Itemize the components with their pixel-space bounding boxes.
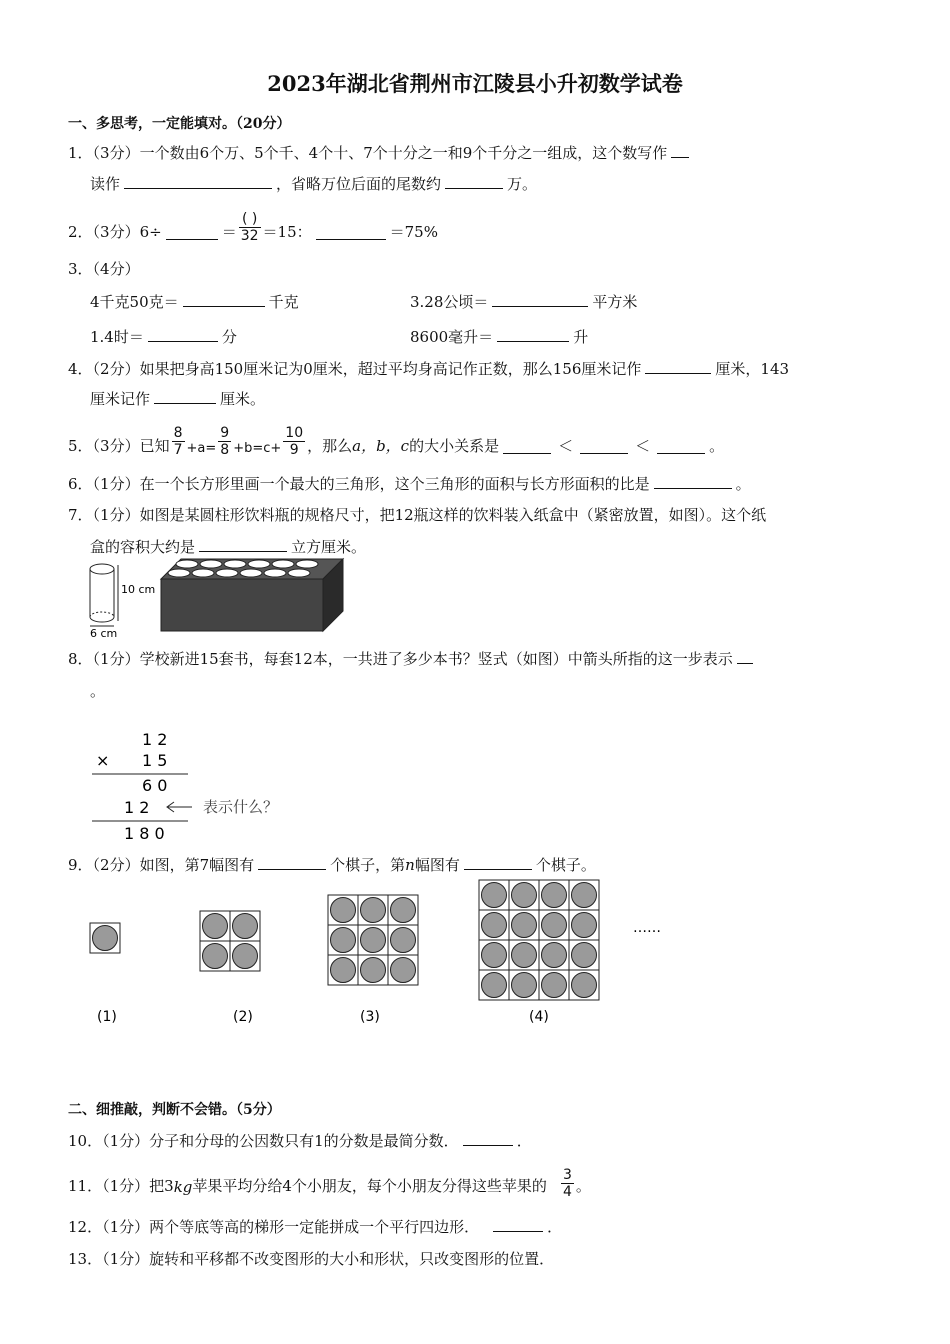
- question-7-line-1: 7．（1分）如图是某圆柱形饮料瓶的规格尺寸，把12瓶这样的饮料装入纸盒中（紧密放置，如图）。这个纸: [68, 506, 767, 524]
- chess-piece-icon: [361, 898, 386, 923]
- fraction: $\frac{10}{9}$: [285, 425, 304, 458]
- chess-pattern-figure: [85, 878, 685, 1030]
- chess-piece-icon: [233, 914, 258, 939]
- answer-blank[interactable]: [148, 327, 218, 342]
- answer-blank[interactable]: [497, 327, 569, 342]
- chess-piece-icon: [331, 898, 356, 923]
- question-8-line-1: 8．（1分）学校新进15套书，每套12本，一共进了多少本书？竖式（如图）中箭头所指的这一步表示: [68, 648, 757, 669]
- figure-label-3: (3): [360, 1009, 380, 1025]
- question-6: 6．（1分）在一个长方形里画一个最大的三角形，这个三角形的面积与长方形面积的比是 。: [68, 475, 751, 493]
- figure-label-4: (4): [529, 1009, 549, 1025]
- question-9: 9．（2分）如图，第7幅图有 个棋子，第n幅图有 个棋子。: [68, 856, 596, 874]
- question-3-item-1: 4千克50克＝ 千克: [90, 293, 299, 311]
- question-3-heading: 3．（4分）: [68, 260, 140, 278]
- pattern-1: [90, 923, 120, 953]
- chess-piece-icon: [572, 883, 597, 908]
- fraction: $\frac{8}{7}$: [173, 425, 183, 458]
- answer-blank[interactable]: [671, 143, 689, 158]
- fraction: $\frac{9}{8}$: [220, 425, 230, 458]
- question-1-line-2: 读作 ，省略万位后面的尾数约 万。: [90, 175, 538, 193]
- answer-blank[interactable]: [580, 439, 628, 454]
- answer-blank[interactable]: [657, 439, 705, 454]
- chess-piece-icon: [203, 944, 228, 969]
- fraction: $\frac{( )}{32}$: [240, 211, 259, 244]
- answer-blank[interactable]: [737, 649, 753, 664]
- chess-piece-icon: [542, 943, 567, 968]
- chess-piece-icon: [391, 898, 416, 923]
- chess-piece-icon: [542, 883, 567, 908]
- answer-blank[interactable]: [316, 225, 386, 240]
- answer-blank[interactable]: [492, 292, 588, 307]
- diameter-label: 6 cm: [90, 627, 118, 640]
- figure-label-2: (2): [233, 1009, 253, 1025]
- chess-piece-icon: [572, 973, 597, 998]
- multiplicand: 1 2: [142, 730, 168, 749]
- question-3-item-3: 1.4时＝ 分: [90, 328, 237, 346]
- cylinder-bottle-icon: [90, 564, 114, 622]
- chess-piece-icon: [512, 943, 537, 968]
- answer-blank[interactable]: [124, 174, 272, 189]
- question-11: 11．（1分）把3 kg 苹果平均分给4个小朋友，每个小朋友分得这些苹果的 $\frac{3}{4}$ 。: [68, 1167, 591, 1200]
- section-2-heading: 二、细推敲，判断不会错。（5分）: [68, 1102, 281, 1118]
- answer-blank[interactable]: [183, 292, 265, 307]
- partial-product-2: 1 2: [124, 798, 150, 817]
- chess-piece-icon: [542, 973, 567, 998]
- chess-piece-icon: [572, 913, 597, 938]
- question-1-line-1: 1．（3分）一个数由6个万、5个千、4个十、7个十分之一和9个千分之一组成，这个数写作: [68, 142, 693, 163]
- answer-blank[interactable]: [654, 474, 732, 489]
- chess-piece-icon: [391, 958, 416, 983]
- question-3-item-4: 8600毫升＝ 升: [410, 328, 589, 346]
- times-sign: ×: [96, 751, 110, 770]
- section-1-heading: 一、多思考，一定能填对。（20分）: [68, 116, 291, 132]
- arrow-note: 表示什么？: [203, 798, 279, 816]
- chess-piece-icon: [542, 913, 567, 938]
- answer-blank[interactable]: [258, 855, 326, 870]
- question-8-line-2: 。: [90, 682, 106, 700]
- chess-piece-icon: [203, 914, 228, 939]
- page-title: 2023年湖北省荆州市江陵县小升初数学试卷: [267, 71, 683, 96]
- partial-product-1: 6 0: [142, 776, 168, 795]
- pattern-2: [200, 911, 260, 971]
- chess-piece-icon: [93, 926, 118, 951]
- answer-blank[interactable]: [645, 359, 711, 374]
- chess-piece-icon: [361, 928, 386, 953]
- question-5: 5．（3分）已知 $\frac{8}{7}$ +a= $\frac{9}{8}$ +b=c+ $\frac{10}{9}$ ，那么 a，b，c 的大小关系是 ＜ ＜ 。: [68, 425, 725, 458]
- question-2: 2．（3分）6÷ ＝ $\frac{( )}{32}$ ＝15： ＝75%: [68, 211, 438, 244]
- answer-blank[interactable]: [154, 389, 216, 404]
- chess-piece-icon: [482, 973, 507, 998]
- chess-piece-icon: [512, 913, 537, 938]
- chess-piece-icon: [391, 928, 416, 953]
- question-7-line-2: 盒的容积大约是 立方厘米。: [90, 538, 367, 556]
- chess-piece-icon: [482, 883, 507, 908]
- vertical-multiplication-figure: [88, 728, 318, 846]
- chess-piece-icon: [482, 943, 507, 968]
- chess-piece-icon: [361, 958, 386, 983]
- question-4-line-2: 厘米记作 厘米。: [90, 390, 266, 408]
- question-12: 12．（1分）两个等底等高的梯形一定能拼成一个平行四边形． ．: [68, 1218, 563, 1236]
- final-product: 1 8 0: [124, 824, 165, 843]
- question-4-line-1: 4．（2分）如果把身高150厘米记为0厘米，超过平均身高记作正数，那么156厘米记作 厘米，143: [68, 360, 790, 378]
- chess-piece-icon: [512, 883, 537, 908]
- question-10: 10．（1分）分子和分母的公因数只有1的分数是最简分数． ．: [68, 1132, 532, 1150]
- figure-label-1: (1): [97, 1009, 117, 1025]
- answer-blank[interactable]: [493, 1217, 543, 1232]
- chess-piece-icon: [572, 943, 597, 968]
- answer-blank[interactable]: [166, 225, 218, 240]
- answer-blank[interactable]: [463, 1131, 513, 1146]
- question-13: 13．（1分）旋转和平移都不改变图形的大小和形状，只改变图形的位置．: [68, 1250, 555, 1268]
- ellipsis: ……: [633, 920, 661, 936]
- answer-blank[interactable]: [199, 537, 287, 552]
- fraction: $\frac{3}{4}$: [562, 1167, 572, 1200]
- height-label: 10 cm: [121, 583, 156, 596]
- chess-piece-icon: [512, 973, 537, 998]
- chess-piece-icon: [233, 944, 258, 969]
- question-3-item-2: 3.28公顷＝ 平方米: [410, 293, 638, 311]
- answer-blank[interactable]: [464, 855, 532, 870]
- chess-piece-icon: [331, 928, 356, 953]
- bottle-and-box-figure: [85, 555, 345, 640]
- pattern-4: [479, 880, 599, 1000]
- multiplier: 1 5: [142, 751, 168, 770]
- answer-blank[interactable]: [503, 439, 551, 454]
- chess-piece-icon: [331, 958, 356, 983]
- pattern-3: [328, 895, 418, 985]
- answer-blank[interactable]: [445, 174, 503, 189]
- chess-piece-icon: [482, 913, 507, 938]
- box-figure: [161, 559, 343, 631]
